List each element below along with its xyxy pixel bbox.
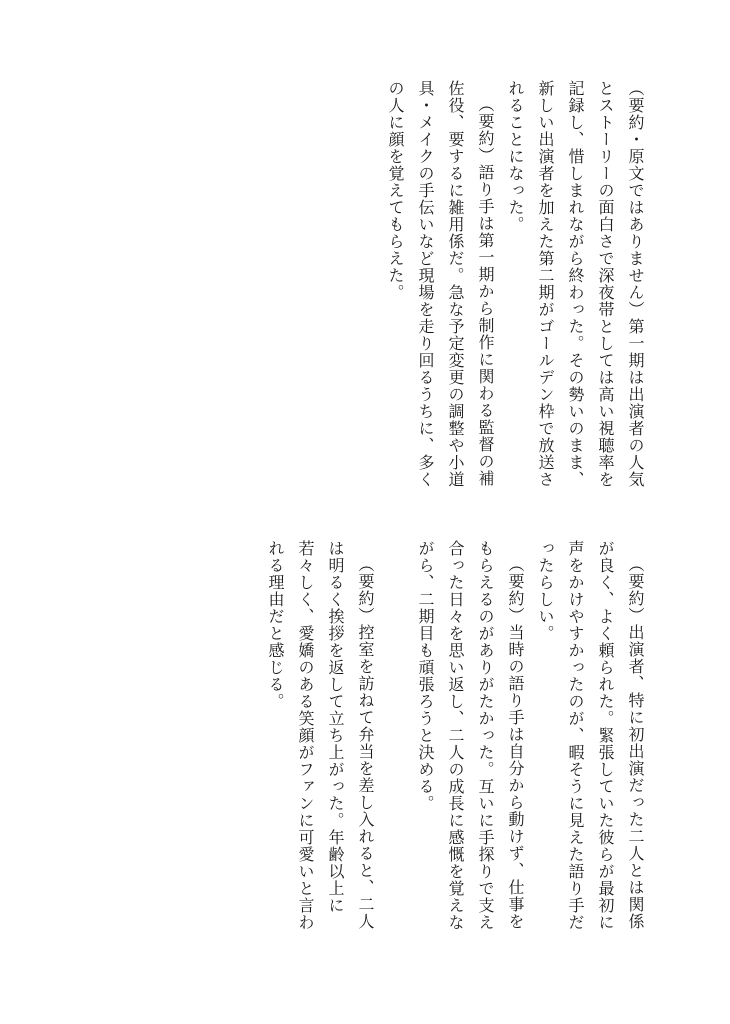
lower-summary-2: （要約）当時の語り手は自分から動けず、仕事をもらえるのがありがたかった。互いに手探りで支え合った日々を思い返し、二人の成長に感慨を覚えながら、二期目も頑張ろうと決める。: [416, 540, 525, 931]
lower-text-tier: [130, 540, 650, 940]
upper-text-tier: [130, 80, 650, 490]
upper-summary-2: （要約）語り手は第一期から制作に関わる監督の補佐役、要するに雑用係だ。急な予定変更の調整や小道具・メイクの手伝いなど現場を走り回るうちに、多くの人に顔を覚えてもらえた。: [386, 80, 495, 488]
lower-summary-3: （要約）控室を訪ねて弁当を差し入れると、二人は明るく挨拶を返して立ち上がった。年齢以上に若々しく、愛嬌のある笑顔がファンに可愛いと言われる理由だと感じる。: [266, 540, 375, 931]
lower-summary-1: （要約）出演者、特に初出演だった二人とは関係が良く、よく頼られた。緊張していた彼らが最初に声をかけやすかったのが、暇そうに見えた語り手だったらしい。: [536, 540, 645, 931]
upper-summary-1: （要約・原文ではありません）第一期は出演者の人気とストーリーの面白さで深夜帯としては高い視聴率を記録し、惜しまれながら終わった。その勢いのまま、新しい出演者を加えた第二期がゴールデン枠で放送されることになった。: [506, 80, 645, 488]
